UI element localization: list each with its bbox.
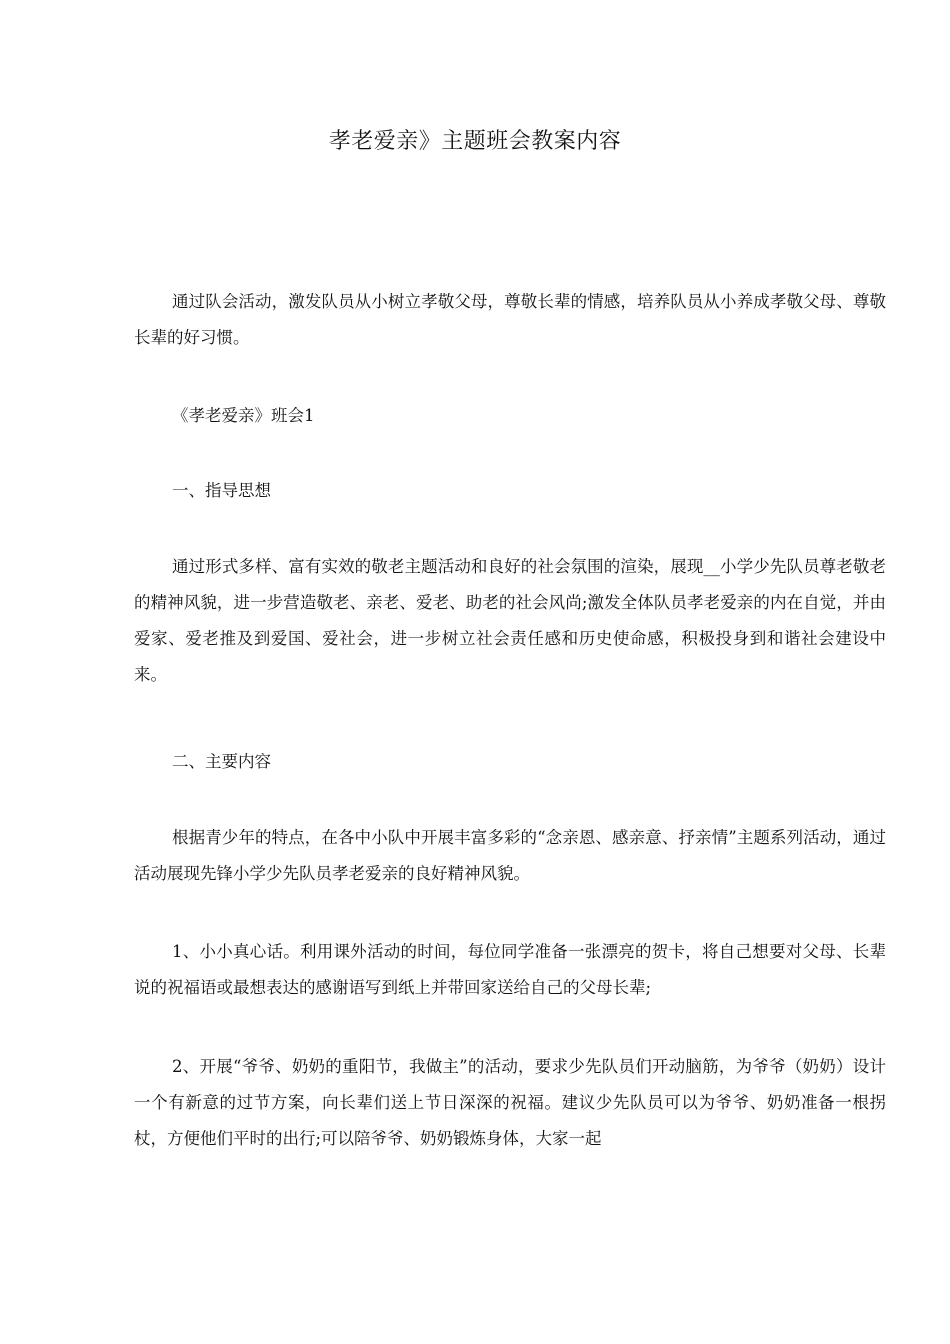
main-content-paragraph: 根据青少年的特点，在各中小队中开展丰富多彩的“念亲恩、感亲意、抒亲情”主题系列活动，通过活动展现先锋小学少先队员孝老爱亲的良好精神风貌。 [134,828,886,883]
guiding-idea-paragraph: 通过形式多样、富有实效的敬老主题活动和良好的社会氛围的渲染，展现__小学少先队员尊老敬老的精神风貌，进一步营造敬老、亲老、爱老、助老的社会风尚;激发全体队员孝老爱亲的内在自觉，并由爱家、爱老推及到爱国、爱社会，进一步树立社会责任感和历史使命感，积极投身到和谐社会建设中来。 [134,557,886,684]
activity-item-1: 1、小小真心话。利用课外活动的时间，每位同学准备一张漂亮的贺卡，将自己想要对父母、长辈说的祝福语或最想表达的感谢语写到纸上并带回家送给自己的父母长辈; [134,942,886,997]
meeting-heading: 《孝老爱亲》班会1 [172,406,315,425]
section-heading-main-content: 二、主要内容 [172,752,271,771]
section-heading-guiding-idea: 一、指导思想 [172,481,271,500]
activity-item-2: 2、开展“爷爷、奶奶的重阳节，我做主”的活动，要求少先队员们开动脑筋，为爷爷（奶奶）设计一个有新意的过节方案，向长辈们送上节日深深的祝福。建议少先队员可以为爷爷、奶奶准备一根拐杖，方便他们平时的出行;可以陪爷爷、奶奶锻炼身体，大家一起 [134,1057,886,1148]
intro-paragraph: 通过队会活动，激发队员从小树立孝敬父母，尊敬长辈的情感，培养队员从小养成孝敬父母、尊敬长辈的好习惯。 [134,292,886,347]
document-title: 孝老爱亲》主题班会教案内容 [328,129,622,154]
